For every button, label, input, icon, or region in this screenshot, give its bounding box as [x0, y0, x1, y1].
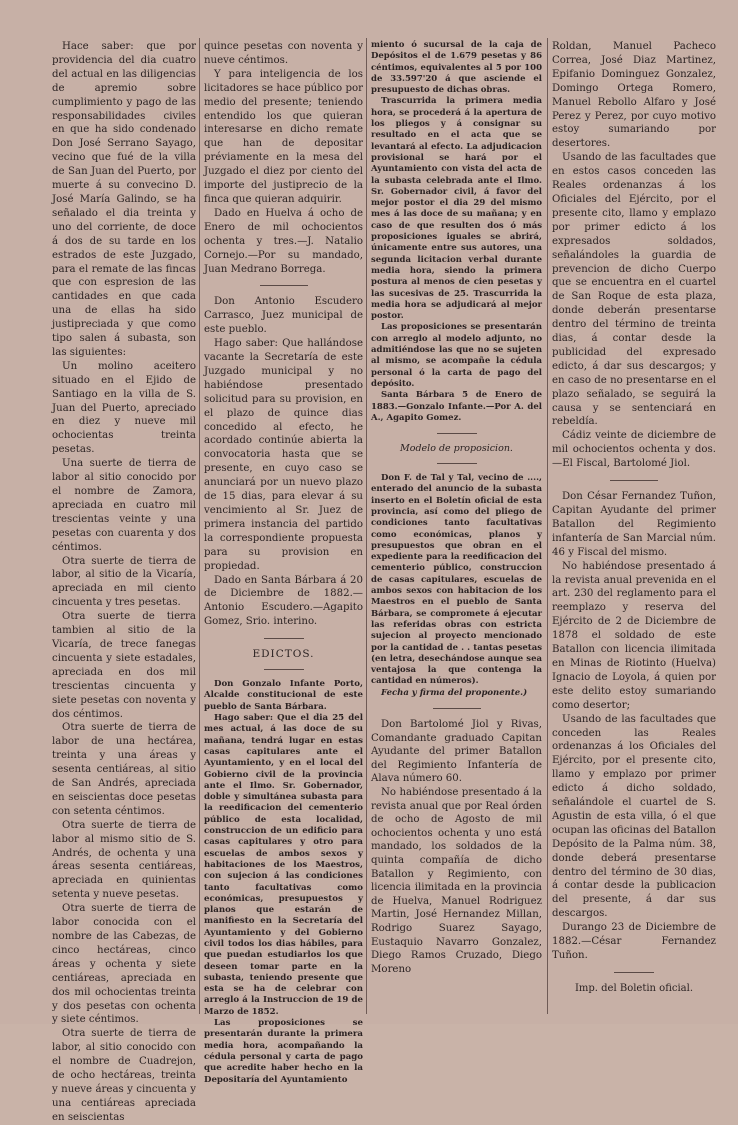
paragraph: Durango 23 de Diciembre de 1882.—César Fernandez Tuñon. [552, 922, 716, 961]
separator [437, 463, 477, 464]
separator [433, 708, 481, 709]
notice-heading: Don Gonzalo Infante Porto, Alcalde constitucional de este pueblo de Santa Bárbara. [204, 679, 363, 712]
paragraph: Otra suerte de tierra de labor conocida con el nombre de las Cabezas, de cinco hectáreas, cinco áreas y ochenta y siete centiáreas, apreciada en dos mil ochocientas treinta y dos pesetas con ochenta y siete céntimos. [52, 903, 196, 1026]
section-title: EDICTOS. [252, 648, 315, 661]
paragraph: Un molino aceitero situado en el Ejido de Santiago en la villa de S. Juan del Puerto, apreciado en diez y nueve mil ochocientas treinta pesetas. [52, 360, 196, 456]
paragraph: Hago saber: Que el dia 25 del mes actual, á las doce de su mañana, tendrá lugar en estas casas capitulares ante el Ayuntamiento, y en el local del Gobierno civil de la provincia ante el Ilmo. Sr. Gobernador, doble y simultánea subasta para la reedificacion del cementerio público de esta localidad, construccion de un edificio para casas capitulares y otro para escuelas de ambos sexos y habitaciones de los Maestros, con sujecion á las condiciones tanto facultativas como económicas, presupuestos y planos que estarán de manifiesto en la Secretaría del Ayuntamiento y del Gobierno civil todos los dias hábiles, para que puedan estudiarlos los que deseen tomar parte en la subasta, teniendo presente que esta se ha de celebrar con arreglo á la Instruccion de 19 de Marzo de 1852. [204, 713, 363, 1017]
paragraph: quince pesetas con noventa y nueve céntimos. [204, 41, 363, 66]
paragraph: Don F. de Tal y Tal, vecino de ...., enterado del anuncio de la subasta inserto en el Boletín oficial de esta provincia, así como del pliego de condiciones tanto facultativas como económicas, planos y presupuestos que obran en el expediente para la reedificacion del cementerio público, construccion de casas capitulares, escuelas de ambos sexos con habitacion de los Maestros en el pueblo de Santa Bárbara, se compromete á ejecutar las referidas obras con estricta sujecion al proyecto mencionado por la cantidad de . . tantas pesetas (en letra, desechándose aunque sea ventajosa la que contenga la cantidad en números). [371, 473, 542, 687]
paragraph: Una suerte de tierra de labor al sitio conocido por el nombre de Zamora, apreciada en cuatro mil trescientas veinte y una pesetas con cuarenta y dos céntimos. [52, 458, 196, 553]
paragraph: No habiéndose presentado á la revista anual que por Real órden de ocho de Agosto de mil ochocientos ochenta y uno está mandado, los soldados de la quinta compañía de dicho Batallon y Regimiento, con licencia ilimitada en la provincia de Huelva, Manuel Rodriguez Martin, José Hernandez Millan, Rodrigo Suarez Sayago, Eustaquio Navarro Gonzalez, Diego Ramos Cruzado, Diego Moreno [371, 787, 542, 975]
paragraph: Cádiz veinte de diciembre de mil ochocientos ochenta y dos.—El Fiscal, Bartolomé Jiol. [552, 430, 716, 470]
paragraph: Otra suerte de tierra de labor, al sitio de la Vicaría, apreciada en mil ciento cincuenta y tres pesetas. [52, 555, 196, 609]
paragraph: Otra suerte de tierra de labor al mismo sitio de S. Andrés, de ochenta y una áreas sesenta centiáreas, apreciada en quinientas setenta y nueve pesetas. [52, 819, 196, 901]
separator [260, 285, 308, 286]
column-1 [52, 40, 196, 1123]
paragraph: Usando de las facultades que conceden las Reales ordenanzas á los Oficiales del Ejército, por el presente cito, llamo y emplazo por primer edicto á dicho soldado, señalándole el cuartel de S. Agustin de esta villa, ó el que ocupan las oficinas del Batallon Depósito de la Palma núm. 38, donde deberá presentarse dentro del término de 30 dias, á contar desde la publicacion del presente, á dar sus descargos. [552, 713, 716, 920]
paragraph: Dado en Huelva á ocho de Enero de mil ochocientos ochenta y tres.—J. Natalio Cornejo.—Por su mandado, Juan Medrano Borrega. [204, 207, 363, 275]
column-3 [371, 40, 542, 1016]
column-2 [204, 40, 363, 1085]
column-divider [366, 38, 367, 1014]
paragraph: Hace saber: que por providencia del dia cuatro del actual en las diligencias de apremio sobre cumplimiento y pago de las responsabilidades civiles en que ha sido condenado Don José Serrano Sayago, vecino que fué de la villa de San Juan del Puerto, por muerte á su convecino D. José María Galindo, se ha señalado el dia treinta y uno del corriente, de doce á dos de su tarde en los estrados de este Juzgado, para el remate de las fincas que con espresion de las cantidades en que cada una de ellas ha sido justipreciada y que como tipo salen á subasta, son las siguientes: [52, 41, 196, 358]
column-divider [547, 38, 548, 1014]
separator [610, 480, 658, 481]
paragraph: Otra suerte de tierra de labor de una hectárea, treinta y una áreas y sesenta centiáreas, al sitio de San Andrés, apreciada en seiscientas doce pesetas con setenta céntimos. [52, 722, 196, 817]
notice-heading: Don Antonio Escudero Carrasco, Juez municipal de este pueblo. [204, 296, 363, 336]
paragraph: Otra suerte de tierra de labor, al sitio conocido con el nombre de Cuadrejon, de ocho hectáreas, treinta y nueve áreas y cincuenta y una centiáreas apreciada en seiscientas [52, 1028, 196, 1123]
paragraph: Santa Bárbara 5 de Enero de 1883.—Gonzalo Infante.—Por A. del A., Agapito Gomez. [371, 390, 542, 423]
column-4 [552, 40, 716, 1016]
model-title: Modelo de proposicion. [400, 443, 513, 455]
separator [437, 433, 477, 434]
paragraph: miento ó sucursal de la caja de Depósitos el de 1.679 pesetas y 86 céntimos, equivalentes al 5 por 100 de 33.597'20 á que asciende el presupuesto de dichas obras. [371, 40, 542, 96]
notice-heading: Don César Fernandez Tuñon, Capitan Ayudante del primer Batallon del Regimiento infantería de San Marcial núm. 46 y Fiscal del mismo. [552, 491, 716, 558]
separator [264, 669, 304, 670]
paragraph: Las proposiciones se presentarán durante la primera media hora, acompañando la cédula personal y carta de pago que acredite haber hecho en la Depositaría del Ayuntamiento [204, 1018, 363, 1085]
paragraph: Roldan, Manuel Pacheco Correa, José Diaz Martinez, Epifanio Dominguez Gonzalez, Domingo Ortega Romero, Manuel Rebollo Alfaro y José Perez y Perez, por cuyo motivo estoy sumariando por desertores. [552, 41, 716, 150]
notice-heading: Don Bartolomé Jiol y Rivas, Comandante graduado Capitan Ayudante del primer Batallon del Regimiento Infantería de Alava número 60. [371, 719, 542, 785]
separator [614, 972, 654, 973]
paragraph: Hago saber: Que hallándose vacante la Secretaría de este Juzgado municipal y no habiéndose presentado solicitud para su provision, en el plazo de quince dias concedido al efecto, he acordado continúe abierta la convocatoria hasta que se presente, en cuyo caso se anunciará por un nuevo plazo de 15 dias, para elevar á su vencimiento al Sr. Juez de primera instancia del partido la correspondiente propuesta para su provision en propiedad. [204, 338, 363, 572]
paragraph: Usando de las facultades que en estos casos conceden las Reales ordenanzas á los Oficiales del Ejército, por el presente cito, llamo y emplazo por primer edicto á los expresados soldados, señalándoles la guardia de prevencion de dicho Cuerpo que se encuentra en el cuartel de San Roque de esta plaza, donde deberán presentarse dentro del término de treinta dias, á contar desde la publicidad del expresado edicto, á dar sus descargos; y en caso de no presentarse en el plazo señalado, se seguirá la causa y se sentenciará en rebeldía. [552, 152, 716, 428]
paragraph: Dado en Santa Bárbara á 20 de Diciembre de 1882.—Antonio Escudero.—Agapito Gomez, Srio. interino. [204, 574, 363, 628]
column-divider [199, 38, 200, 1014]
signature-line: Fecha y firma del proponente.) [381, 687, 528, 698]
paragraph: Trascurrida la primera media hora, se procederá á la apertura de los pliegos y á consignar su resultado en el acta que se levantará al efecto. La adjudicacion provisional se hará por el Ayuntamiento con vista del acta de la subasta celebrada ante el Ilmo. Sr. Gobernador civil, á favor del mejor postor el dia 29 del mismo mes á las doce de su mañana; y en caso de que resulten dos ó más proposiciones iguales se abrirá, únicamente entre sus autores, una segunda licitacion verbal durante media hora, siendo la primera postura al menos de cien pesetas y las sucesivas de 25. Trascurrida la media hora se adjudicará al mejor postor. [371, 96, 542, 322]
paragraph: Otra suerte de tierra tambien al sitio de la Vicaría, de trece fanegas cincuenta y siete estadales, apreciada en dos mil trescientas cincuenta y siete pesetas con noventa y dos céntimos. [52, 611, 196, 720]
paragraph: No habiéndose presentado á la revista anual prevenida en el art. 230 del reglamento para el reemplazo y reserva del Ejército de 2 de Diciembre de 1878 el soldado de este Batallon con licencia ilimitada en Minas de Riotinto (Huelva) Ignacio de Loyola, á quien por este delito estoy sumariando como desertor; [552, 560, 716, 711]
paragraph: Y para inteligencia de los licitadores se hace público por medio del presente; teniendo entendido los que quieran interesarse en dicho remate que han de depositar préviamente en la mesa del Juzgado el diez por ciento del importe del justiprecio de la finca que quieran adquirir. [204, 68, 363, 205]
separator [264, 638, 304, 639]
printer-footer: Imp. del Boletin oficial. [574, 982, 694, 994]
paragraph: Las proposiciones se presentarán con arreglo al modelo adjunto, no admitiéndose las que no se sujeten al mismo, se acompañe la cédula personal ó la carta de pago del depósito. [371, 322, 542, 389]
